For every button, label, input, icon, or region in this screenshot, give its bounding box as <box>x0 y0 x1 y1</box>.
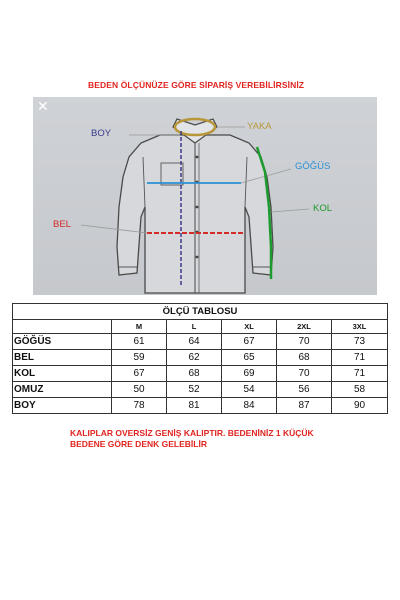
table-cell: 50 <box>112 382 167 398</box>
table-cell: 73 <box>332 334 388 350</box>
table-cell: 52 <box>167 382 222 398</box>
table-cell: 59 <box>112 350 167 366</box>
table-cell: 68 <box>167 366 222 382</box>
size-header: M <box>112 320 167 334</box>
table-cell: 78 <box>112 398 167 414</box>
row-label: GÖĞÜS <box>13 334 112 350</box>
table-cell: 54 <box>222 382 277 398</box>
label-kol: KOL <box>313 203 333 214</box>
table-cell: 90 <box>332 398 388 414</box>
row-label: BOY <box>13 398 112 414</box>
table-cell: 65 <box>222 350 277 366</box>
row-label: BEL <box>13 350 112 366</box>
fit-note <box>70 428 370 450</box>
fit-note-line-1: KALIPLAR OVERSİZ GENİŞ KALIPTIR. BEDENİNİZ 1 KÜÇÜK <box>70 428 314 438</box>
close-icon[interactable]: ✕ <box>37 98 49 114</box>
table-row <box>13 398 388 414</box>
table-cell: 70 <box>277 366 332 382</box>
shirt-illustration <box>33 97 377 295</box>
table-cell: 67 <box>112 366 167 382</box>
label-yaka: YAKA <box>247 121 272 132</box>
size-table <box>12 303 388 414</box>
table-cell: 71 <box>332 350 388 366</box>
table-cell: 81 <box>167 398 222 414</box>
size-header: L <box>167 320 222 334</box>
table-cell: 70 <box>277 334 332 350</box>
table-cell: 67 <box>222 334 277 350</box>
row-label: OMUZ <box>13 382 112 398</box>
size-header: XL <box>222 320 277 334</box>
table-cell: 84 <box>222 398 277 414</box>
size-header: 3XL <box>332 320 388 334</box>
label-gogus: GÖĞÜS <box>295 161 331 172</box>
shirt-diagram <box>33 97 377 295</box>
table-row <box>13 366 388 382</box>
size-table-title: ÖLÇÜ TABLOSU <box>13 304 388 320</box>
size-header: 2XL <box>277 320 332 334</box>
table-row <box>13 382 388 398</box>
row-label: KOL <box>13 366 112 382</box>
table-row <box>13 350 388 366</box>
label-boy: BOY <box>91 128 112 139</box>
fit-note-line-2: BEDENE GÖRE DENK GELEBİLİR <box>70 439 207 449</box>
table-cell: 69 <box>222 366 277 382</box>
table-row <box>13 334 388 350</box>
size-table-header <box>13 320 388 334</box>
table-cell: 62 <box>167 350 222 366</box>
table-cell: 56 <box>277 382 332 398</box>
table-cell: 58 <box>332 382 388 398</box>
label-bel: BEL <box>53 219 71 230</box>
table-cell: 87 <box>277 398 332 414</box>
table-cell: 64 <box>167 334 222 350</box>
table-cell: 68 <box>277 350 332 366</box>
table-cell: 71 <box>332 366 388 382</box>
table-cell: 61 <box>112 334 167 350</box>
headline: BEDEN ÖLÇÜNÜZE GÖRE SİPARİŞ VEREBİLİRSİNİZ <box>88 80 305 90</box>
